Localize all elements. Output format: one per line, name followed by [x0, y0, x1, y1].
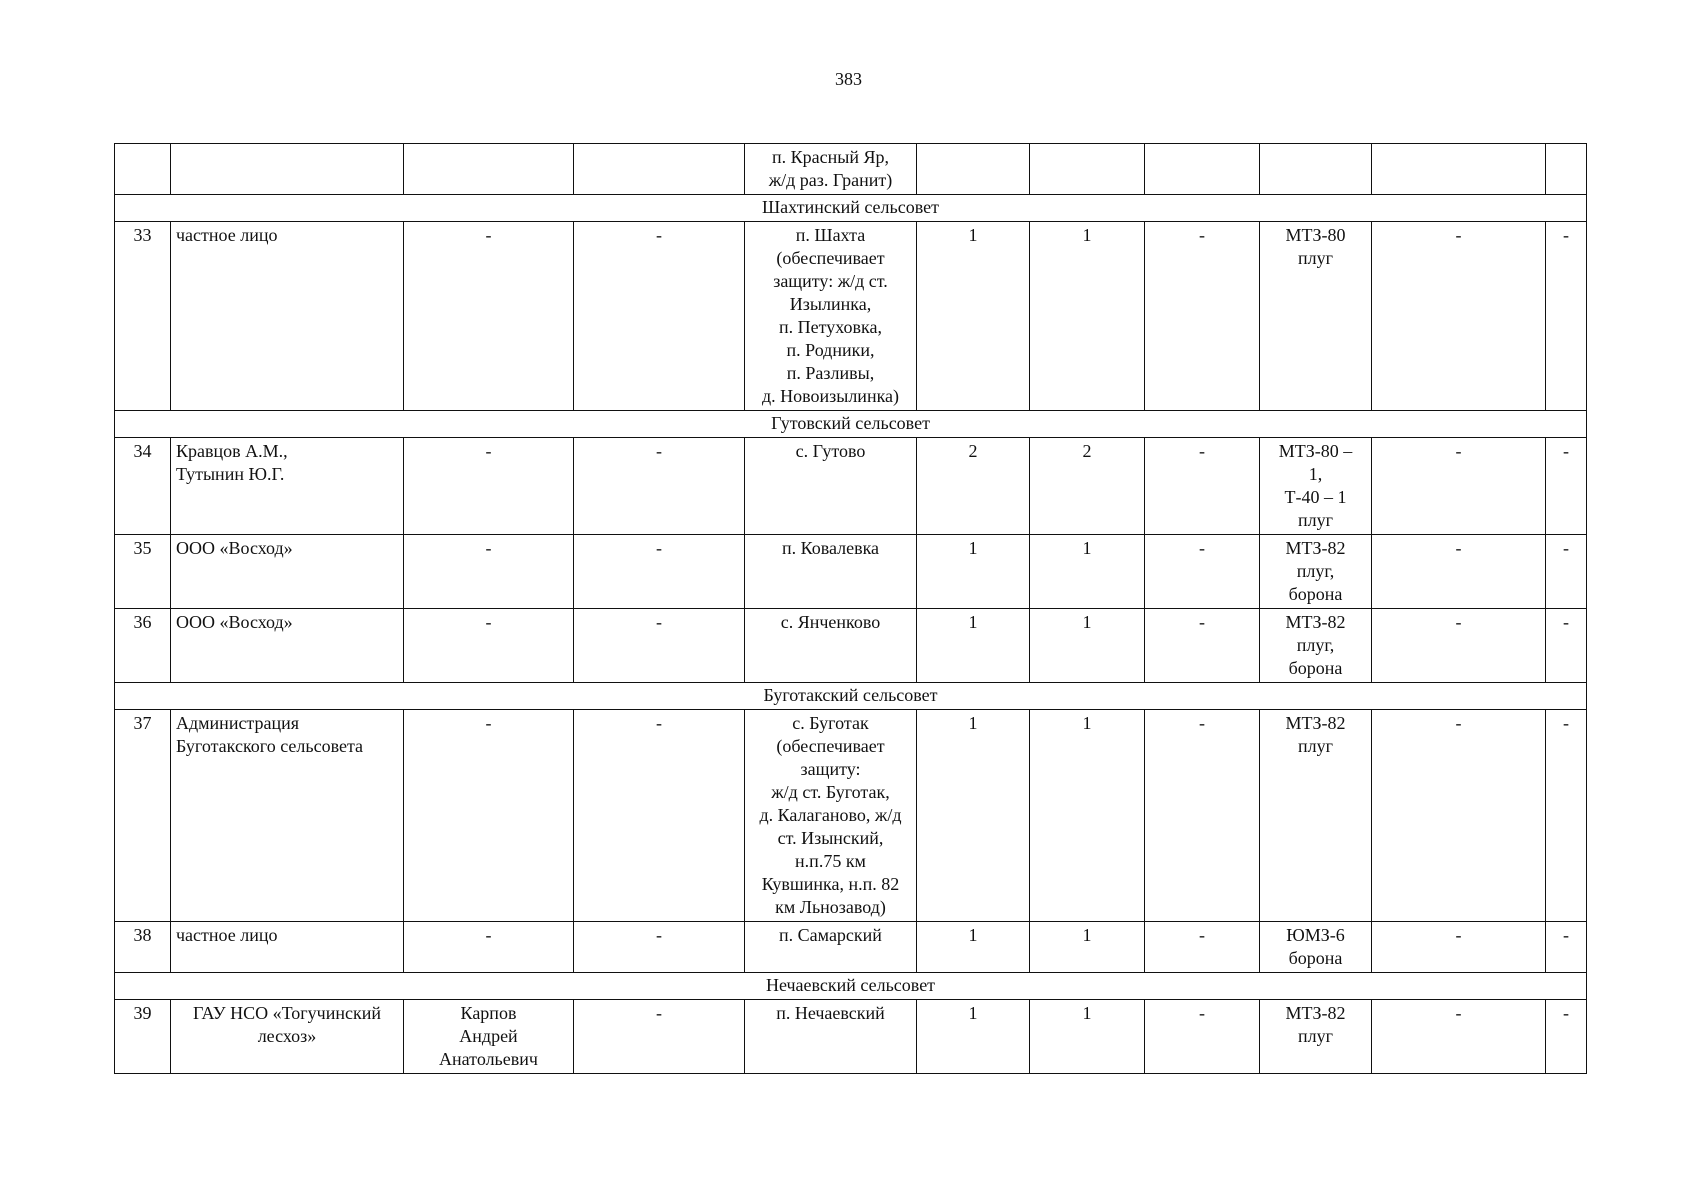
- settlement-cell: п. Нечаевский: [745, 1000, 917, 1074]
- owner-cell: ООО «Восход»: [171, 609, 404, 683]
- count-cell-1: [917, 144, 1030, 195]
- contact-cell: -: [574, 1000, 745, 1074]
- equipment-cell: [1260, 144, 1372, 195]
- count-cell-3: -: [1145, 609, 1260, 683]
- count-cell-1: 1: [917, 609, 1030, 683]
- extra-cell-2: -: [1546, 710, 1587, 922]
- extra-cell-2: -: [1546, 438, 1587, 535]
- contact-cell: -: [574, 609, 745, 683]
- table-row: [115, 609, 1587, 683]
- settlement-cell: с. Янченково: [745, 609, 917, 683]
- row-number-cell: 39: [115, 1000, 171, 1074]
- responsible-person-cell: -: [404, 710, 574, 922]
- count-cell-3: -: [1145, 438, 1260, 535]
- responsible-person-cell: [404, 144, 574, 195]
- responsible-person-cell: -: [404, 922, 574, 973]
- extra-cell-1: -: [1372, 438, 1546, 535]
- section-header-row: [115, 411, 1587, 438]
- contact-cell: -: [574, 922, 745, 973]
- row-number-cell: 34: [115, 438, 171, 535]
- equipment-cell: МТЗ-82 плуг, борона: [1260, 609, 1372, 683]
- count-cell-1: 1: [917, 535, 1030, 609]
- extra-cell-2: -: [1546, 609, 1587, 683]
- table-row: [115, 710, 1587, 922]
- count-cell-3: -: [1145, 1000, 1260, 1074]
- section-header-row: [115, 973, 1587, 1000]
- owner-cell: ООО «Восход»: [171, 535, 404, 609]
- settlement-cell: с. Буготак (обеспечивает защиту: ж/д ст. Буготак, д. Калаганово, ж/д ст. Изынский, н.п.75 км Кувшинка, н.п. 82 км Льнозавод): [745, 710, 917, 922]
- count-cell-1: 1: [917, 710, 1030, 922]
- extra-cell-1: -: [1372, 222, 1546, 411]
- table-body: [115, 144, 1587, 1074]
- table-row: [115, 222, 1587, 411]
- row-number-cell: 36: [115, 609, 171, 683]
- contact-cell: [574, 144, 745, 195]
- count-cell-2: 1: [1030, 922, 1145, 973]
- responsible-person-cell: -: [404, 535, 574, 609]
- count-cell-1: 1: [917, 922, 1030, 973]
- responsible-person-cell: -: [404, 438, 574, 535]
- count-cell-2: 1: [1030, 222, 1145, 411]
- count-cell-2: 1: [1030, 710, 1145, 922]
- extra-cell-1: -: [1372, 1000, 1546, 1074]
- count-cell-3: [1145, 144, 1260, 195]
- extra-cell-1: [1372, 144, 1546, 195]
- extra-cell-1: -: [1372, 535, 1546, 609]
- count-cell-3: -: [1145, 535, 1260, 609]
- count-cell-2: 1: [1030, 535, 1145, 609]
- extra-cell-1: -: [1372, 609, 1546, 683]
- owner-cell: [171, 144, 404, 195]
- row-number-cell: 37: [115, 710, 171, 922]
- extra-cell-1: -: [1372, 710, 1546, 922]
- owner-cell: частное лицо: [171, 922, 404, 973]
- fire-equipment-table: [114, 143, 1587, 1074]
- page-number: 383: [835, 69, 862, 89]
- count-cell-2: 2: [1030, 438, 1145, 535]
- settlement-cell: с. Гутово: [745, 438, 917, 535]
- table-row: [115, 922, 1587, 973]
- owner-cell: частное лицо: [171, 222, 404, 411]
- equipment-cell: ЮМЗ-6 борона: [1260, 922, 1372, 973]
- extra-cell-2: -: [1546, 922, 1587, 973]
- extra-cell-2: [1546, 144, 1587, 195]
- equipment-cell: МТЗ-82 плуг, борона: [1260, 535, 1372, 609]
- row-number-cell: 35: [115, 535, 171, 609]
- equipment-cell: МТЗ-80 плуг: [1260, 222, 1372, 411]
- owner-cell: Администрация Буготакского сельсовета: [171, 710, 404, 922]
- count-cell-3: -: [1145, 710, 1260, 922]
- table-row: [115, 438, 1587, 535]
- row-number-cell: 38: [115, 922, 171, 973]
- row-number-cell: [115, 144, 171, 195]
- equipment-cell: МТЗ-82 плуг: [1260, 710, 1372, 922]
- equipment-cell: МТЗ-82 плуг: [1260, 1000, 1372, 1074]
- contact-cell: -: [574, 535, 745, 609]
- section-title: Шахтинский сельсовет: [115, 195, 1587, 222]
- row-number-cell: 33: [115, 222, 171, 411]
- equipment-cell: МТЗ-80 – 1, Т-40 – 1 плуг: [1260, 438, 1372, 535]
- section-title: Гутовский сельсовет: [115, 411, 1587, 438]
- settlement-cell: п. Самарский: [745, 922, 917, 973]
- extra-cell-2: -: [1546, 535, 1587, 609]
- contact-cell: -: [574, 710, 745, 922]
- count-cell-1: 2: [917, 438, 1030, 535]
- count-cell-3: -: [1145, 222, 1260, 411]
- contact-cell: -: [574, 222, 745, 411]
- table-row: [115, 1000, 1587, 1074]
- section-header-row: [115, 683, 1587, 710]
- settlement-cell: п. Ковалевка: [745, 535, 917, 609]
- responsible-person-cell: -: [404, 609, 574, 683]
- count-cell-3: -: [1145, 922, 1260, 973]
- responsible-person-cell: Карпов Андрей Анатольевич: [404, 1000, 574, 1074]
- contact-cell: -: [574, 438, 745, 535]
- section-title: Буготакский сельсовет: [115, 683, 1587, 710]
- settlement-cell: п. Красный Яр, ж/д раз. Гранит): [745, 144, 917, 195]
- responsible-person-cell: -: [404, 222, 574, 411]
- owner-cell: ГАУ НСО «Тогучинский лесхоз»: [171, 1000, 404, 1074]
- count-cell-2: 1: [1030, 1000, 1145, 1074]
- section-title: Нечаевский сельсовет: [115, 973, 1587, 1000]
- count-cell-2: [1030, 144, 1145, 195]
- table-row: [115, 144, 1587, 195]
- extra-cell-2: -: [1546, 1000, 1587, 1074]
- count-cell-1: 1: [917, 222, 1030, 411]
- count-cell-2: 1: [1030, 609, 1145, 683]
- section-header-row: [115, 195, 1587, 222]
- table-row: [115, 535, 1587, 609]
- extra-cell-2: -: [1546, 222, 1587, 411]
- extra-cell-1: -: [1372, 922, 1546, 973]
- owner-cell: Кравцов А.М., Тутынин Ю.Г.: [171, 438, 404, 535]
- count-cell-1: 1: [917, 1000, 1030, 1074]
- settlement-cell: п. Шахта (обеспечивает защиту: ж/д ст. Изылинка, п. Петуховка, п. Родники, п. Разливы, д. Новоизылинка): [745, 222, 917, 411]
